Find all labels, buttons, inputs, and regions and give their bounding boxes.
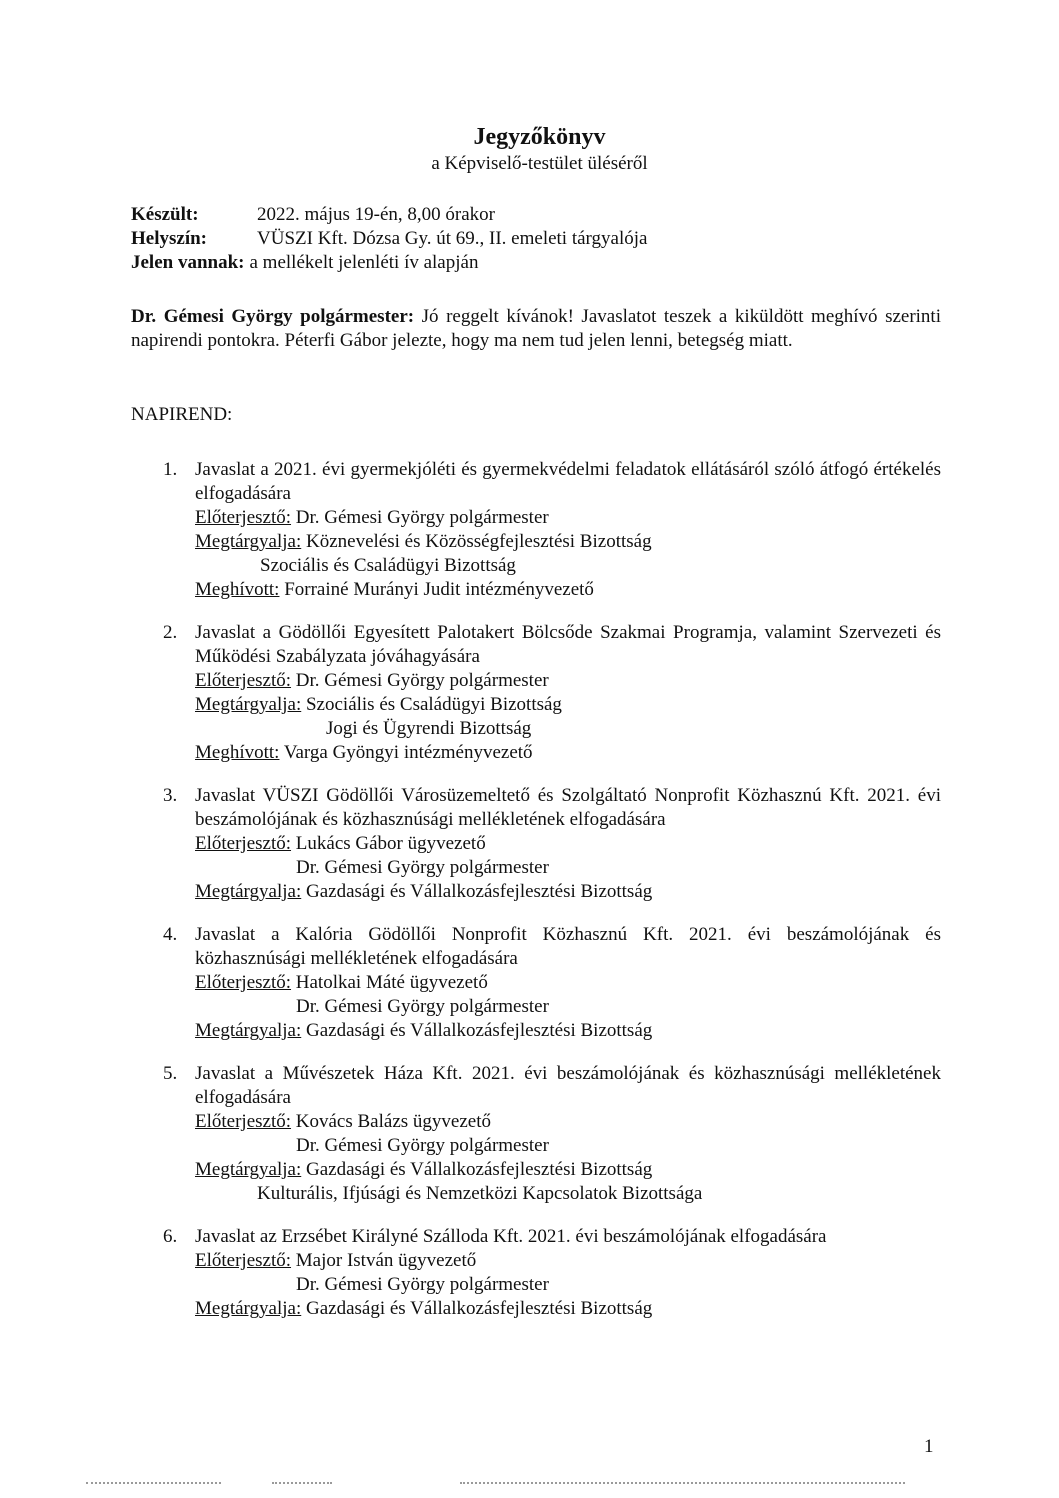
agenda-number: 3. [163, 785, 178, 806]
presenter-label: Előterjesztő: [195, 670, 292, 691]
presenter-line [195, 832, 941, 856]
committee-name: Szociális és Családügyi Bizottság [305, 694, 562, 715]
speaker-name: Dr. Gémesi György polgármester: [131, 306, 415, 327]
committee-label: Megtárgyalja: [195, 1298, 302, 1319]
committee-name: Jogi és Ügyrendi Bizottság [326, 718, 532, 739]
agenda-item-title: Javaslat a 2021. évi gyermekjóléti és gyermekvédelmi feladatok ellátásáról szóló átfogó értékelés elfogadására [195, 459, 941, 504]
presenter-name: Dr. Gémesi György polgármester [295, 670, 549, 691]
invited-name: Forrainé Murányi Judit intézményvezető [284, 579, 594, 600]
committee-label: Megtárgyalja: [195, 531, 302, 552]
agenda-item-title: Javaslat a Kalória Gödöllői Nonprofit Közhasznú Kft. 2021. évi beszámolójának és közhasznúsági mellékletének elfogadására [195, 924, 941, 969]
committee-name: Gazdasági és Vállalkozásfejlesztési Bizottság [305, 1020, 653, 1041]
presenter-label: Előterjesztő: [195, 972, 292, 993]
committee-label: Megtárgyalja: [195, 1020, 302, 1041]
agenda-number: 6. [163, 1226, 178, 1247]
presenter-label: Előterjesztő: [195, 833, 292, 854]
presenter-label: Előterjesztő: [195, 507, 292, 528]
meta-row-date [131, 203, 931, 227]
committee-name: Gazdasági és Vállalkozásfejlesztési Bizottság [305, 881, 653, 902]
agenda-item-title: Javaslat az Erzsébet Királyné Szálloda Kft. 2021. évi beszámolójának elfogadására [195, 1226, 827, 1247]
invited-label: Meghívott: [195, 579, 280, 600]
committee-name: Gazdasági és Vállalkozásfejlesztési Bizottság [305, 1298, 653, 1319]
presenter-line [195, 669, 941, 693]
presenter-name: Dr. Gémesi György polgármester [295, 507, 549, 528]
presenter-name: Dr. Gémesi György polgármester [296, 1135, 549, 1156]
committee-line [195, 693, 941, 717]
agenda-item [131, 1062, 941, 1206]
meta-row-attendees [131, 251, 931, 275]
presenter-line [195, 506, 941, 530]
scan-artifact [460, 1482, 905, 1486]
agenda-item-title: Javaslat a Művészetek Háza Kft. 2021. évi beszámolójának és közhasznúsági mellékletének elfogadására [195, 1063, 941, 1108]
agenda-item-title: Javaslat a Gödöllői Egyesített Palotakert Bölcsőde Szakmai Programja, valamint Szervezeti és Működési Szabályzata jóváhagyására [195, 622, 941, 667]
agenda-item-title: Javaslat VÜSZI Gödöllői Városüzemeltető és Szolgáltató Nonprofit Közhasznú Kft. 2021. évi beszámolójának és közhasznúsági mellékletének elfogadására [195, 785, 941, 830]
committee-line [195, 1297, 941, 1321]
invited-name: Varga Gyöngyi intézményvezető [283, 742, 533, 763]
agenda-number: 1. [163, 459, 178, 480]
agenda-heading: NAPIREND: [131, 404, 233, 425]
committee-line [195, 1019, 941, 1043]
scan-artifact [86, 1482, 221, 1486]
invited-line [195, 578, 941, 602]
committee-label: Megtárgyalja: [195, 694, 302, 715]
meta-label: Jelen vannak: [131, 252, 245, 273]
meta-label: Készült: [131, 204, 199, 225]
agenda-number: 2. [163, 622, 178, 643]
meeting-details [131, 203, 931, 275]
presenter-line [195, 1110, 941, 1134]
committee-name: Kulturális, Ifjúsági és Nemzetközi Kapcsolatok Bizottsága [257, 1183, 703, 1204]
committee-label: Megtárgyalja: [195, 881, 302, 902]
committee-label: Megtárgyalja: [195, 1159, 302, 1180]
committee-line [195, 1158, 941, 1182]
presenter-name: Lukács Gábor ügyvezető [295, 833, 486, 854]
agenda-number: 5. [163, 1063, 178, 1084]
agenda-item [131, 458, 941, 602]
agenda-item [131, 1225, 941, 1321]
presenter-name: Kovács Balázs ügyvezető [295, 1111, 491, 1132]
agenda-list [131, 458, 941, 1340]
meta-value: 2022. május 19-én, 8,00 órakor [257, 204, 495, 225]
presenter-label: Előterjesztő: [195, 1250, 292, 1271]
meta-row-location [131, 227, 931, 251]
invited-line [195, 741, 941, 765]
presenter-line [195, 971, 941, 995]
invited-label: Meghívott: [195, 742, 280, 763]
intro-text: Jó reggelt kívánok! Javaslatot teszek a kiküldött meghívó szerinti napirendi pontokra. Péterfi Gábor jelezte, hogy ma nem tud jelen lenni, betegség miatt. [131, 306, 941, 351]
meta-label: Helyszín: [131, 228, 207, 249]
agenda-item [131, 923, 941, 1043]
document-subtitle: a Képviselő-testület üléséről [431, 153, 648, 174]
presenter-name: Major István ügyvezető [295, 1250, 477, 1271]
committee-line [195, 530, 941, 554]
committee-line [195, 880, 941, 904]
document-title: Jegyzőkönyv [473, 124, 606, 150]
presenter-label: Előterjesztő: [195, 1111, 292, 1132]
presenter-name: Dr. Gémesi György polgármester [296, 996, 549, 1017]
scan-artifact [272, 1482, 332, 1486]
presenter-name: Hatolkai Máté ügyvezető [295, 972, 488, 993]
agenda-number: 4. [163, 924, 178, 945]
committee-name: Szociális és Családügyi Bizottság [260, 555, 516, 576]
meta-value: a mellékelt jelenléti ív alapján [249, 252, 479, 273]
presenter-name: Dr. Gémesi György polgármester [296, 1274, 549, 1295]
meta-value: VÜSZI Kft. Dózsa Gy. út 69., II. emeleti tárgyalója [257, 228, 648, 249]
presenter-name: Dr. Gémesi György polgármester [296, 857, 549, 878]
presenter-line [195, 1249, 941, 1273]
committee-name: Gazdasági és Vállalkozásfejlesztési Bizottság [305, 1159, 653, 1180]
committee-name: Köznevelési és Közösségfejlesztési Bizottság [305, 531, 652, 552]
agenda-item [131, 621, 941, 765]
intro-paragraph [131, 305, 941, 353]
agenda-item [131, 784, 941, 904]
page-number: 1 [924, 1436, 934, 1457]
